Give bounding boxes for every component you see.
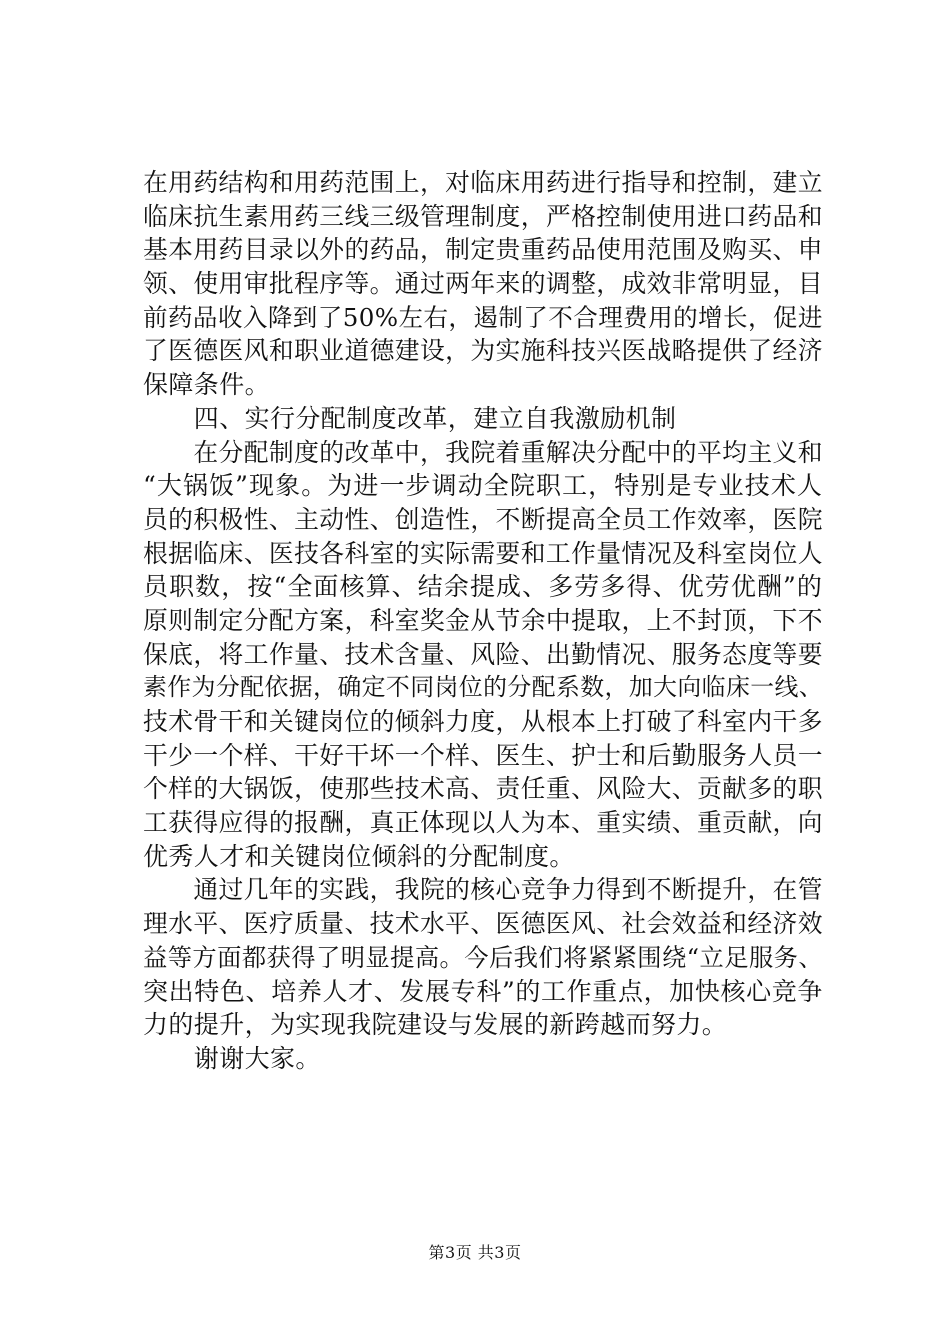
text-line: “大锅饭”现象。为进一步调动全院职工，特别是专业技术人 (143, 471, 823, 501)
text-line: 干少一个样、干好干坏一个样、医生、护士和后勤服务人员一 (143, 740, 823, 770)
text-line: 在分配制度的改革中，我院着重解决分配中的平均主义和 (143, 437, 823, 467)
body-text (143, 166, 823, 1076)
text-line: 优秀人才和关键岗位倾斜的分配制度。 (143, 841, 575, 871)
text-line: 益等方面都获得了明显提高。今后我们将紧紧围绕“立足服务、 (143, 942, 824, 972)
text-line: 素作为分配依据，确定不同岗位的分配系数，加大向临床一线、 (143, 673, 824, 702)
text-line: 突出特色、培养人才、发展专科”的工作重点，加快核心竞争 (143, 976, 824, 1006)
text-line: 工获得应得的报酬，真正体现以人为本、重实绩、重贡献，向 (143, 808, 823, 838)
text-line: 技术骨干和关键岗位的倾斜力度，从根本上打破了科室内干多 (143, 707, 823, 736)
text-line: 员职数，按“全面核算、结余提成、多劳多得、优劳优酬”的 (143, 572, 823, 602)
text-line: 个样的大锅饭，使那些技术高、责任重、风险大、贡献多的职 (143, 774, 823, 804)
page-footer: 第3页 共3页 (428, 1243, 522, 1262)
text-line: 在用药结构和用药范围上，对临床用药进行指导和控制，建立 (143, 168, 823, 197)
text-line: 根据临床、医技各科室的实际需要和工作量情况及科室岗位人 (143, 538, 823, 568)
text-line: 保底，将工作量、技术含量、风险、出勤情况、服务态度等要 (143, 639, 823, 669)
text-line: 领、使用审批程序等。通过两年来的调整，成效非常明显，目 (143, 269, 823, 299)
text-line: 基本用药目录以外的药品，制定贵重药品使用范围及购买、申 (143, 235, 823, 265)
text-line: 四、实行分配制度改革，建立自我激励机制 (143, 403, 677, 433)
text-line: 员的积极性、主动性、创造性，不断提高全员工作效率，医院 (143, 504, 823, 534)
text-line: 原则制定分配方案，科室奖金从节余中提取，上不封顶，下不 (143, 605, 823, 635)
text-line: 谢谢大家。 (143, 1043, 321, 1073)
text-line: 力的提升，为实现我院建设与发展的新跨越而努力。 (143, 1010, 728, 1040)
text-line: 保障条件。 (143, 370, 271, 400)
text-line: 了医德医风和职业道德建设，为实施科技兴医战略提供了经济 (143, 336, 823, 366)
text-line: 理水平、医疗质量、技术水平、医德医风、社会效益和经济效 (143, 909, 823, 939)
text-line: 通过几年的实践，我院的核心竞争力得到不断提升，在管 (143, 875, 823, 905)
text-line: 前药品收入降到了50%左右，遏制了不合理费用的增长，促进 (143, 302, 823, 332)
text-line: 临床抗生素用药三线三级管理制度，严格控制使用进口药品和 (143, 201, 823, 231)
